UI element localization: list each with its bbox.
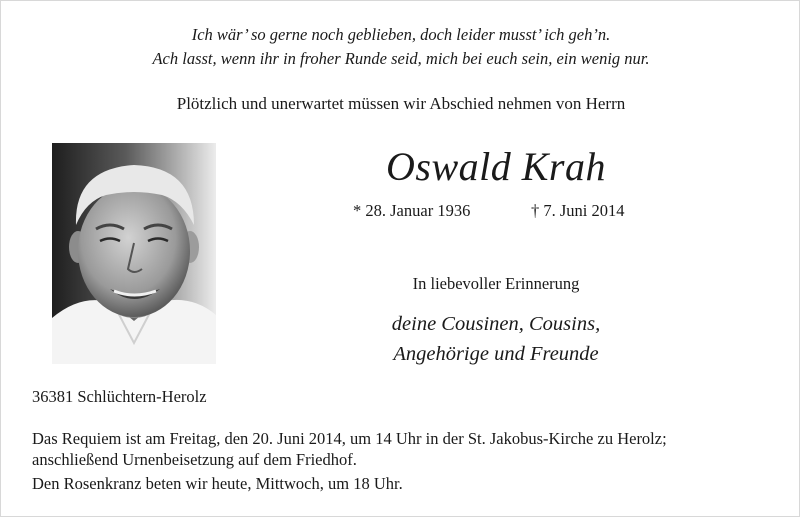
- portrait-photo: [52, 143, 216, 364]
- mourners-line-2: Angehörige und Freunde: [393, 343, 599, 365]
- service-details-line-2: anschließend Urnenbeisetzung auf dem Friedhof.: [32, 450, 357, 469]
- intro-text: Plötzlich und unerwartet müssen wir Abschied nehmen von Herrn: [176, 94, 626, 113]
- place-line: 36381 Schlüchtern-Herolz: [32, 387, 207, 406]
- service-details-line-3: Den Rosenkranz beten wir heute, Mittwoch, um 18 Uhr.: [32, 474, 403, 493]
- service-details-line-1: Das Requiem ist am Freitag, den 20. Juni 2014, um 14 Uhr in der St. Jakobus-Kirche zu Herolz;: [32, 429, 667, 448]
- deceased-name: Oswald Krah: [386, 144, 606, 189]
- verse-line-2: Ach lasst, wenn ihr in froher Runde seid, mich bei euch sein, ein wenig nur.: [152, 49, 650, 68]
- verse-line-1: Ich wär’ so gerne noch geblieben, doch leider musst’ ich geh’n.: [191, 25, 611, 44]
- memory-line: In liebevoller Erinnerung: [412, 274, 580, 293]
- mourners-line-1: deine Cousinen, Cousins,: [391, 313, 601, 335]
- death-date: † 7. Juni 2014: [531, 201, 625, 220]
- birth-date: * 28. Januar 1936: [353, 201, 471, 220]
